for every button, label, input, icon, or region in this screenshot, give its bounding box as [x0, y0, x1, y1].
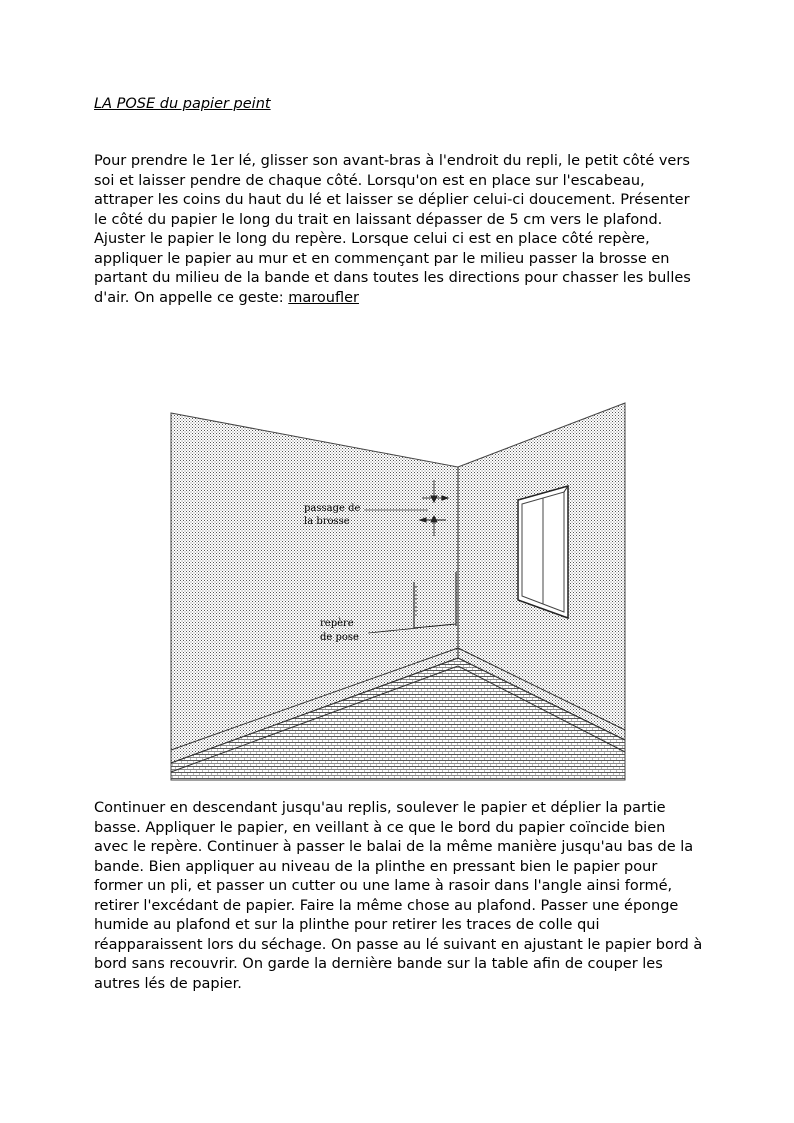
paragraph-continue: Continuer en descendant jusqu'au replis, soulever le papier et déplier la partie basse. Appliquer le papier, en veillant à ce que le bord du papier coïncide bien avec le repère. Continuer à passer le balai de la même manière jusqu'au bas de la bande. Bien appliquer au niveau de la plinthe en pressant bien le papier pour former un pli, et passer un cutter ou une lame à rasoir dans l'angle ainsi formé, retirer l'excédant de papier. Faire la même chose au plafond. Passer une éponge humide au plafond et sur la plinthe pour retirer les traces de colle qui réapparaissent lors du séchage. On passe au lé suivant en ajustant le papier bord à bord sans recouvrir. On garde la dernière bande sur la table afin de couper les autres lés de papier.	[94, 800, 703, 992]
page-title: LA POSE du papier peint	[94, 96, 271, 112]
paragraph-intro-text: Pour prendre le 1er lé, glisser son avant-bras à l'endroit du repli, le petit côté vers soi et laisser pendre de chaque côté. Lorsqu'on est en place sur l'escabeau, attraper les coins du haut du lé et laisser se déplier celui-ci doucement. Présenter le côté du papier le long du trait en laissant dépasser de 5 cm vers le plafond. Ajuster le papier le long du repère. Lorsque celui ci est en place côté repère, appliquer le papier au mur et en commençant par le milieu passer la brosse en partant du milieu de la bande et dans toutes les directions pour chasser les bulles d'air. On appelle ce geste:	[94, 153, 691, 306]
label-mark-line2: de pose	[320, 632, 359, 643]
label-brush-line2: la brosse	[304, 516, 350, 527]
label-mark-line1: repère	[320, 618, 354, 629]
wallpaper-illustration	[168, 400, 626, 782]
window	[518, 486, 568, 618]
term-maroufler: maroufler	[288, 289, 359, 306]
label-brush-line1: passage de	[304, 503, 361, 514]
paragraph-intro	[94, 152, 704, 308]
